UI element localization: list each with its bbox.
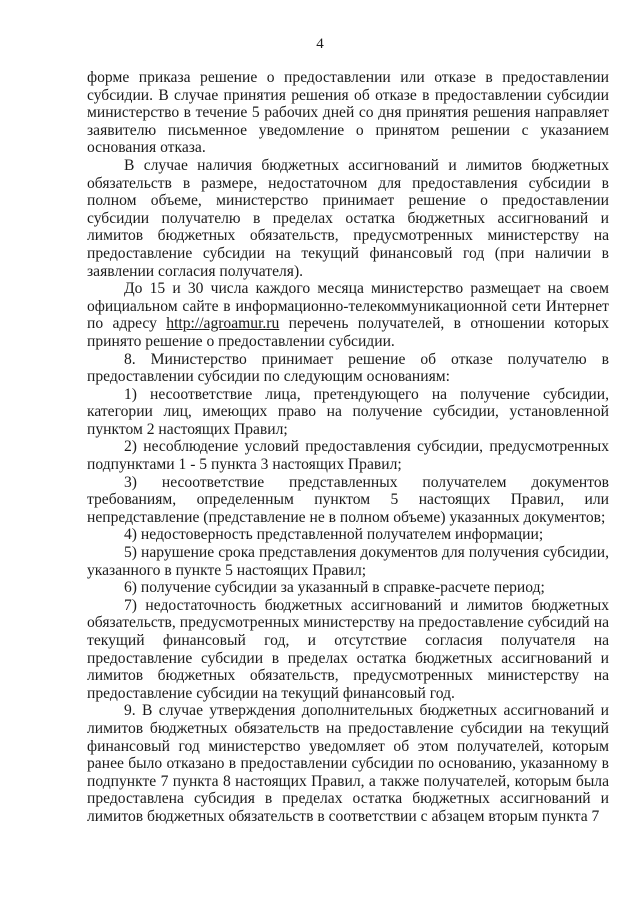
paragraph-order-decision: форме приказа решение о предоставлении или отказе в предоставлении субсидии. В случае принятия решения об отказе в предоставлении субсидии министерство в течение 5 рабочих дней со дня принятия решения направляет заявителю письменное уведомление о принятом решении с указанием основания отказа.: [87, 69, 609, 157]
agroamur-link[interactable]: http://agroamur.ru: [166, 315, 280, 333]
list-item-ground-4: 4) недостоверность представленной получателем информации;: [124, 526, 544, 544]
publication-text-after: перечень получателей, в отношении которых принято решение о предоставлении субсидии.: [87, 315, 610, 350]
list-item-ground-2: 2) несоблюдение условий предоставления субсидии, предусмотренных подпунктами 1 - 5 пункта 3 настоящих Правил;: [87, 438, 609, 474]
paragraph-additional-allocations: 9. В случае утверждения дополнительных бюджетных ассигнований и лимитов бюджетных обязательств на предоставление субсидии на текущий финансовый год министерство уведомляет об этом получателей, которым ранее было отказано в предоставлении субсидии по основанию, указанному в подпункте 7 пункта 8 настоящих Правил, а также получателей, которым была предоставлена субсидия в пределах остатка бюджетных ассигнований и лимитов бюджетных обязательств в соответствии с абзацем вторым пункта 7: [87, 702, 609, 825]
list-item-ground-6: 6) получение субсидии за указанный в справке-расчете период;: [124, 579, 545, 597]
list-item-ground-5: 5) нарушение срока представления документов для получения субсидии, указанного в пункте 5 настоящих Правил;: [87, 544, 609, 579]
paragraph-publication: [87, 280, 609, 350]
document-body: [87, 69, 609, 826]
paragraph-insufficient-funds: В случае наличия бюджетных ассигнований и лимитов бюджетных обязательств в размере, недостаточном для предоставления субсидии в полном объеме, министерство принимает решение о предоставлении субсидии получателю в пределах остатка бюджетных ассигнований и лимитов бюджетных обязательств, предусмотренных министерству на предоставление субсидии на текущий финансовый год (при наличии в заявлении согласия получателя).: [87, 156, 609, 280]
paragraph-refusal-grounds: 8. Министерство принимает решение об отказе получателю в предоставлении субсидии по следующим основаниям:: [87, 350, 609, 386]
page-number: 4: [316, 36, 324, 52]
publication-text-before: До 15 и 30 числа каждого месяца министерство размещает на своем официальном сайте в информационно-телекоммуникационной сети Интернет по адресу: [87, 280, 609, 333]
list-item-ground-3: 3) несоответствие представленных получателем документов требованиям, определенным пунктом 5 настоящих Правил, или непредставление (представление не в полном объеме) указанных документов;: [87, 473, 609, 526]
list-item-ground-1: 1) несоответствие лица, претендующего на получение субсидии, категории лиц, имеющих право на получение субсидии, установленной пунктом 2 настоящих Правил;: [87, 385, 609, 438]
list-item-ground-7: 7) недостаточность бюджетных ассигнований и лимитов бюджетных обязательств, предусмотренных министерству на предоставление субсидий на текущий финансовый год, и отсутствие согласия получателя на предоставление субсидии в пределах остатка бюджетных ассигнований и лимитов бюджетных обязательств, предусмотренных министерству на предоставление субсидии на текущий финансовый год.: [87, 596, 609, 702]
